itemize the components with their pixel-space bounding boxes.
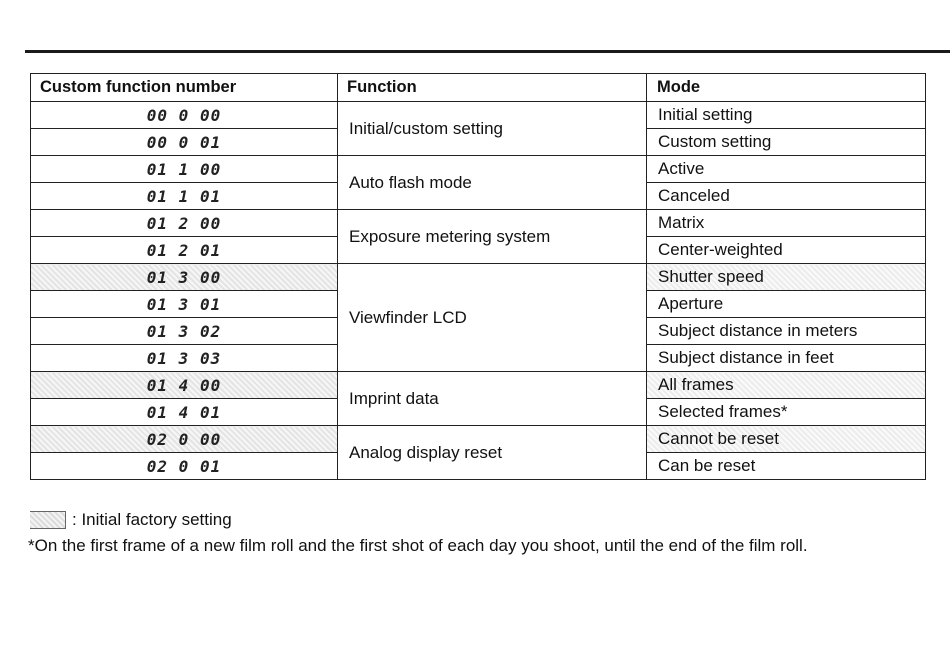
table-row	[31, 210, 926, 237]
mode-cell: Canceled	[647, 183, 926, 210]
custom-function-number-cell: 02 0 00	[31, 426, 338, 453]
mode-cell: Selected frames*	[647, 399, 926, 426]
header-mode: Mode	[647, 74, 926, 102]
custom-function-number-cell: 01 4 01	[31, 399, 338, 426]
mode-cell: Cannot be reset	[647, 426, 926, 453]
mode-cell: Initial setting	[647, 102, 926, 129]
mode-cell: Matrix	[647, 210, 926, 237]
table-row	[31, 264, 926, 291]
top-rule	[25, 50, 950, 53]
table-row	[31, 102, 926, 129]
mode-cell: Can be reset	[647, 453, 926, 480]
custom-function-number-cell: 01 3 00	[31, 264, 338, 291]
table-row	[31, 426, 926, 453]
custom-function-number-cell: 01 2 00	[31, 210, 338, 237]
custom-function-number-cell: 02 0 01	[31, 453, 338, 480]
table-header-row	[31, 74, 926, 102]
function-cell: Viewfinder LCD	[338, 264, 647, 372]
custom-function-number-cell: 01 1 00	[31, 156, 338, 183]
custom-function-number-cell: 00 0 00	[31, 102, 338, 129]
initial-setting-swatch	[30, 511, 66, 529]
header-custom-function-number: Custom function number	[31, 74, 338, 102]
footnote: *On the first frame of a new film roll and the first shot of each day you shoot, until the end of the film roll.	[28, 536, 808, 555]
header-function: Function	[338, 74, 647, 102]
mode-cell: Aperture	[647, 291, 926, 318]
function-cell: Imprint data	[338, 372, 647, 426]
mode-cell: Shutter speed	[647, 264, 926, 291]
legend	[30, 510, 232, 530]
mode-cell: All frames	[647, 372, 926, 399]
custom-function-number-cell: 01 3 03	[31, 345, 338, 372]
custom-function-number-cell: 01 2 01	[31, 237, 338, 264]
mode-cell: Subject distance in feet	[647, 345, 926, 372]
table-body	[31, 102, 926, 480]
custom-function-number-cell: 01 1 01	[31, 183, 338, 210]
mode-cell: Subject distance in meters	[647, 318, 926, 345]
custom-function-number-cell: 00 0 01	[31, 129, 338, 156]
mode-cell: Center-weighted	[647, 237, 926, 264]
function-cell: Initial/custom setting	[338, 102, 647, 156]
custom-function-number-cell: 01 4 00	[31, 372, 338, 399]
legend-text: : Initial factory setting	[72, 510, 232, 529]
custom-function-table	[30, 73, 926, 480]
function-cell: Analog display reset	[338, 426, 647, 480]
mode-cell: Active	[647, 156, 926, 183]
table-row	[31, 156, 926, 183]
function-cell: Exposure metering system	[338, 210, 647, 264]
custom-function-number-cell: 01 3 01	[31, 291, 338, 318]
table-row	[31, 372, 926, 399]
mode-cell: Custom setting	[647, 129, 926, 156]
custom-function-number-cell: 01 3 02	[31, 318, 338, 345]
function-cell: Auto flash mode	[338, 156, 647, 210]
